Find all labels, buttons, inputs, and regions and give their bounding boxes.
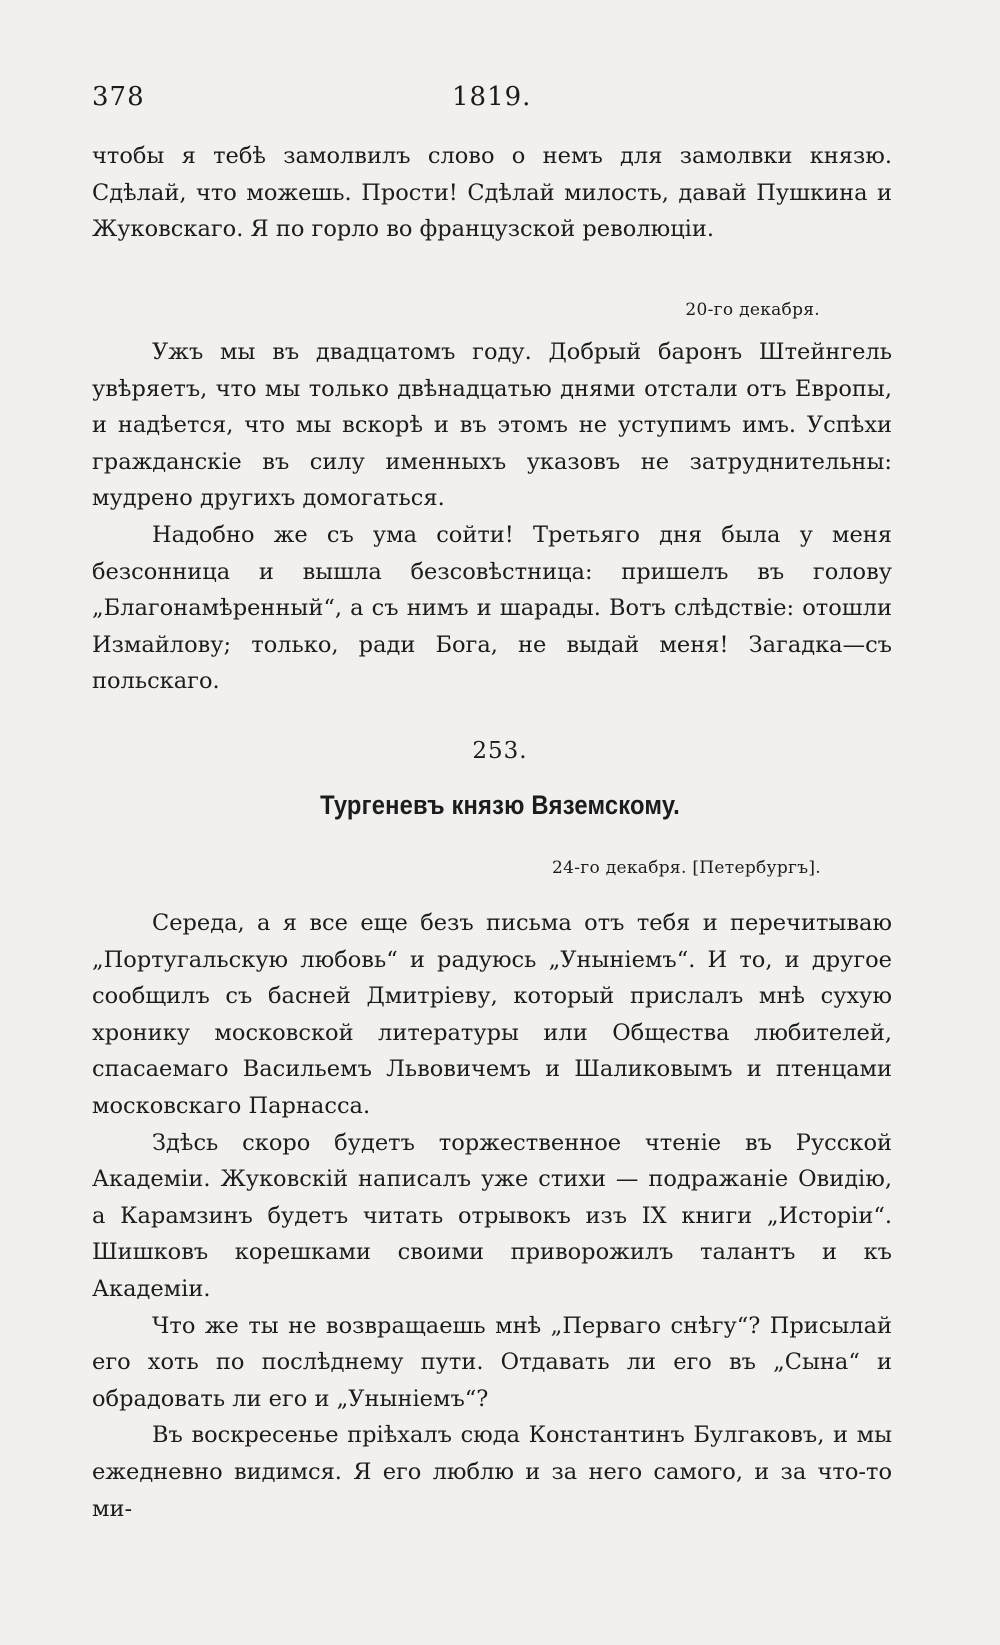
paragraph: Ужъ мы въ двадцатомъ году. Добрый баронъ Штейнгель увѣряетъ, что мы только двѣнадцатью днями отстали отъ Европы, и надѣется, что мы вскорѣ и въ этомъ не уступимъ имъ. Успѣхи гражданскіе въ силу именныхъ указовъ не затруднительны: мудрено другихъ домогаться. [92,339,892,512]
continuation-text [92,138,892,248]
paragraph: Что же ты не возвращаешь мнѣ „Перваго снѣгу“? Присылай его хоть по послѣднему пути. Отдавать ли его въ „Сына“ и обрадовать ли его и „Уныніемъ“? [92,1312,892,1412]
continuation-paragraph: чтобы я тебѣ замолвилъ слово о немъ для замолвки князю. Сдѣлай, что можешь. Прости! Сдѣлай милость, давай Пушкина и Жуковскаго. Я по горло во французской революціи. [92,143,892,243]
dateline-dec-20: 20-го декабря. [685,300,820,320]
paragraph: Въ воскресенье пріѣхалъ сюда Константинъ Булгаковъ, и мы ежедневно видимся. Я его люблю и за него самого, и за что-то ми- [92,1422,892,1522]
paragraph: Здѣсь скоро будетъ торжественное чтеніе въ Русской Академіи. Жуковскій написалъ уже стихи — подражаніе Овидію, а Карамзинъ будетъ читать отрывокъ изъ IX книги „Исторіи“. Шишковъ корешками своими приворожилъ талантъ и къ Академіи. [92,1129,892,1302]
paragraph: Надобно же съ ума сойти! Третьяго дня была у меня безсонница и вышла безсовѣстница: пришелъ въ голову „Благонамѣренный“, а съ нимъ и шарады. Вотъ слѣдствіе: отошли Измайлову; только, ради Бога, не выдай меня! Загадка—съ польскаго. [92,521,892,695]
page-number: 378 [92,82,145,112]
letter-253-text [92,905,892,1527]
letter-heading: Тургеневъ князю Вяземскому. [320,790,680,820]
letter-dateline: 24-го декабря. [Петербургъ]. [552,858,822,878]
running-year: 1819. [452,82,532,112]
entry-dec-20-text [92,334,892,700]
running-head [92,82,892,118]
letter-number: 253. [472,738,528,764]
paragraph: Середа, а я все еще безъ письма отъ тебя и перечитываю „Португальскую любовь“ и радуюсь „Уныніемъ“. И то, и другое сообщилъ съ басней Дмитріеву, который прислалъ мнѣ сухую хронику московской литературы или Общества любителей, спасаемаго Васильемъ Львовичемъ и Шаликовымъ и птенцами московскаго Парнасса. [92,910,892,1119]
